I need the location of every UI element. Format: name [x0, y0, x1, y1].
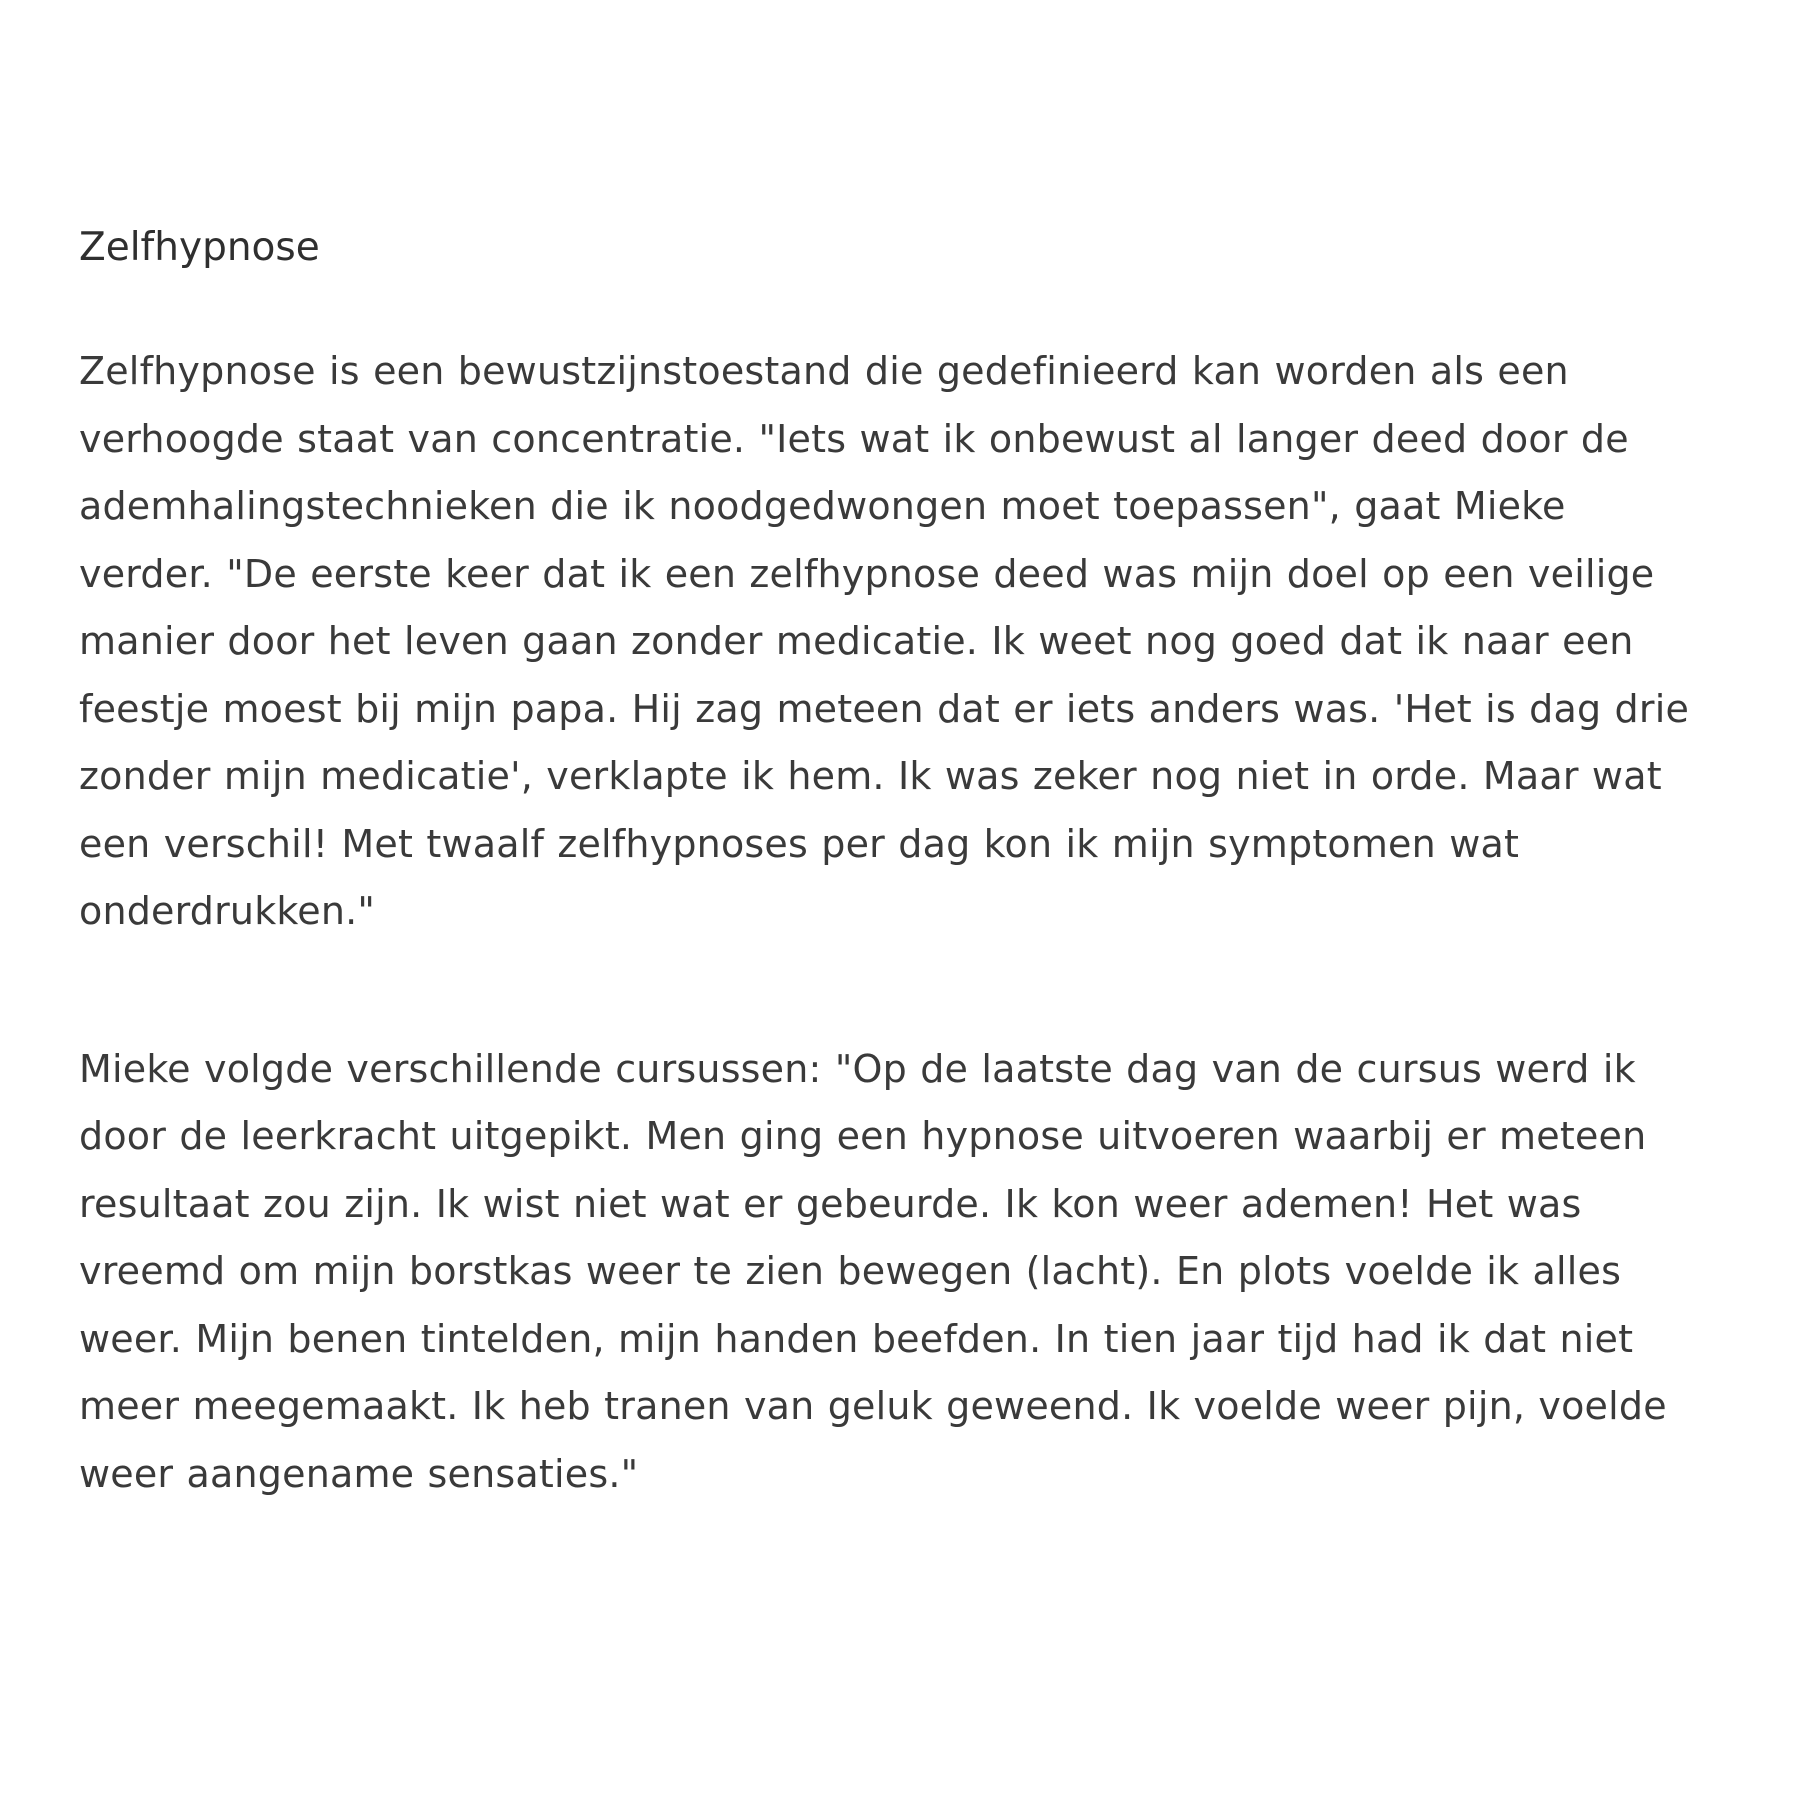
article	[79, 218, 1779, 1508]
article-paragraph	[79, 338, 1779, 946]
paragraph-line: ademhalingstechnieken die ik noodgedwongen moet toepassen", gaat Mieke	[79, 484, 1566, 528]
paragraph-line: Mieke volgde verschillende cursussen: "Op de laatste dag van de cursus werd ik	[79, 1046, 1636, 1091]
paragraph-line: door de leerkracht uitgepikt. Men ging een hypnose uitvoeren waarbij er meteen	[79, 1114, 1647, 1158]
paragraph-line: resultaat zou zijn. Ik wist niet wat er gebeurde. Ik kon weer ademen! Het was	[79, 1181, 1582, 1226]
paragraph-line: Zelfhypnose is een bewustzijnstoestand die gedefinieerd kan worden als een	[79, 349, 1569, 393]
paragraph-line: weer aangename sensaties."	[79, 1451, 639, 1496]
paragraph-line: verder. "De eerste keer dat ik een zelfhypnose deed was mijn doel op een veilige	[79, 551, 1655, 596]
paragraph-line: weer. Mijn benen tintelden, mijn handen beefden. In tien jaar tijd had ik dat niet	[79, 1316, 1634, 1361]
article-heading: Zelfhypnose	[79, 225, 320, 270]
paragraph-line: onderdrukken."	[79, 889, 376, 933]
paragraph-line: een verschil! Met twaalf zelfhypnoses per dag kon ik mijn symptomen wat	[79, 821, 1520, 866]
paragraph-line: verhoogde staat van concentratie. "Iets wat ik onbewust al langer deed door de	[79, 416, 1629, 461]
paragraph-line: meer meegemaakt. Ik heb tranen van geluk geweend. Ik voelde weer pijn, voelde	[79, 1384, 1667, 1428]
article-paragraph	[79, 1036, 1779, 1509]
paragraph-line: zonder mijn medicatie', verklapte ik hem. Ik was zeker nog niet in orde. Maar wat	[79, 754, 1662, 798]
paragraph-line: feestje moest bij mijn papa. Hij zag meteen dat er iets anders was. 'Het is dag drie	[79, 686, 1690, 731]
paragraph-line: manier door het leven gaan zonder medicatie. Ik weet nog goed dat ik naar een	[79, 619, 1634, 663]
paragraph-line: vreemd om mijn borstkas weer te zien bewegen (lacht). En plots voelde ik alles	[79, 1249, 1622, 1293]
